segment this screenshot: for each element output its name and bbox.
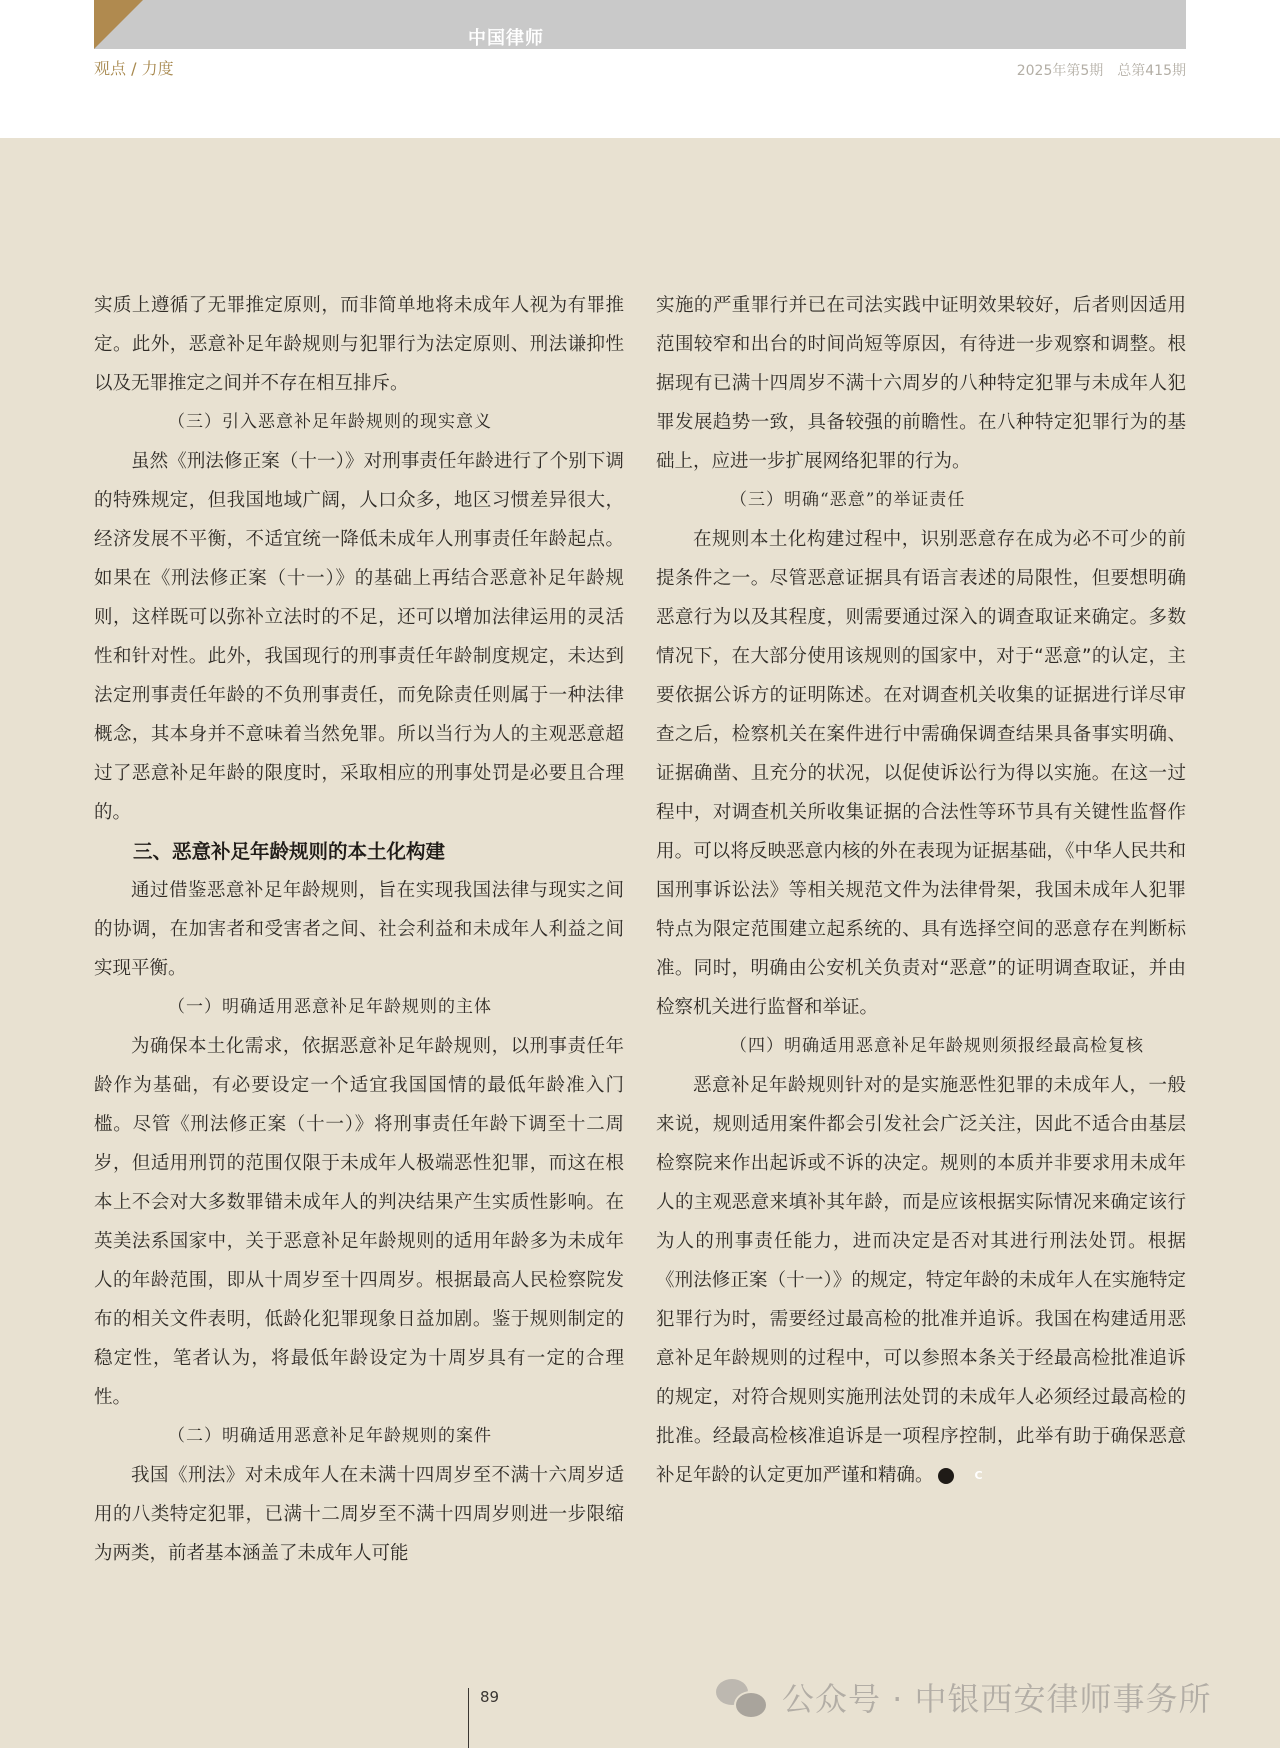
paragraph: 通过借鉴恶意补足年龄规则，旨在实现我国法律与现实之间的协调，在加害者和受害者之间、社会利益和未成年人利益之间实现平衡。 <box>94 880 624 979</box>
subheading: （三）引入恶意补足年龄规则的现实意义 <box>168 412 492 432</box>
footer-divider <box>468 1688 469 1748</box>
header-bar <box>94 0 1186 49</box>
section-label: 观点 / 力度 <box>94 59 174 78</box>
left-column <box>94 286 624 1573</box>
section-heading: 三、恶意补足年龄规则的本土化构建 <box>133 840 446 863</box>
paragraph: 为确保本土化需求，依据恶意补足年龄规则，以刑事责任年龄作为基础，有必要设定一个适宜我国国情的最低年龄准入门槛。尽管《刑法修正案（十一）》将刑事责任年龄下调至十二周岁，但适用刑罚的范围仅限于未成年人极端恶性犯罪，而这在根本上不会对大多数罪错未成年人的判决结果产生实质性影响。在英美法系国家中，关于恶意补足年龄规则的适用年龄多为未成年人的年龄范围，即从十周岁至十四周岁。根据最高人民检察院发布的相关文件表明，低龄化犯罪现象日益加剧。鉴于规则制定的稳定性，笔者认为，将最低年龄设定为十周岁具有一定的合理性。 <box>94 1036 624 1408</box>
paragraph-text: 恶意补足年龄规则针对的是实施恶性犯罪的未成年人，一般来说，规则适用案件都会引发社会广泛关注，因此不适合由基层检察院来作出起诉或不诉的决定。规则的本质并非要求用未成年人的主观恶意来填补其年龄，而是应该根据实际情况来确定该行为人的刑事责任能力，进而决定是否对其进行刑法处罚。根据《刑法修正案（十一）》的规定，特定年龄的未成年人在实施特定犯罪行为时，需要经过最高检的批准并追诉。我国在构建适用恶意补足年龄规则的过程中，可以参照本条关于经最高检批准追诉的规定，对符合规则实施刑法处罚的未成年人必须经过最高检的批准。经最高检核准追诉是一项程序控制，此举有助于确保恶意补足年龄的认定更加严谨和精确。 <box>656 1075 1186 1486</box>
paragraph: 在规则本土化构建过程中，识别恶意存在成为必不可少的前提条件之一。尽管恶意证据具有语言表述的局限性，但要想明确恶意行为以及其程度，则需要通过深入的调查取证来确定。多数情况下，在大部分使用该规则的国家中，对于“恶意”的认定，主要依据公诉方的证明陈述。在对调查机关收集的证据进行详尽审查之后，检察机关在案件进行中需确保调查结果具备事实明确、证据确凿、且充分的状况，以促使诉讼行为得以实施。在这一过程中，对调查机关所收集证据的合法性等环节具有关键性监督作用。可以将反映恶意内核的外在表现为证据基础，《中华人民共和国刑事诉讼法》等相关规范文件为法律骨架，我国未成年人犯罪特点为限定范围建立起系统的、具有选择空间的恶意存在判断标准。同时，明确由公安机关负责对“恶意”的证明调查取证，并由检察机关进行监督和举证。 <box>656 529 1186 1018</box>
article-end-icon: C <box>938 1468 954 1484</box>
paragraph: 虽然《刑法修正案（十一）》对刑事责任年龄进行了个别下调的特殊规定，但我国地域广阔，人口众多，地区习惯差异很大，经济发展不平衡，不适宜统一降低未成年人刑事责任年龄起点。如果在《刑法修正案（十一）》的基础上再结合恶意补足年龄规则，这样既可以弥补立法时的不足，还可以增加法律运用的灵活性和针对性。此外，我国现行的刑事责任年龄制度规定，未达到法定刑事责任年龄的不负刑事责任，而免除责任则属于一种法律概念，其本身并不意味着当然免罪。所以当行为人的主观恶意超过了恶意补足年龄的限度时，采取相应的刑事处罚是必要且合理的。 <box>94 451 624 823</box>
subheading: （三）明确“恶意”的举证责任 <box>730 490 966 510</box>
subheading: （四）明确适用恶意补足年龄规则须报经最高检复核 <box>730 1036 1144 1056</box>
magazine-logo: 中国律师 <box>468 28 544 49</box>
subheading: （二）明确适用恶意补足年龄规则的案件 <box>168 1426 492 1446</box>
watermark-text: 公众号 · 中银西安律师事务所 <box>782 1680 1212 1718</box>
paragraph: 实施的严重罪行并已在司法实践中证明效果较好，后者则因适用范围较窄和出台的时间尚短等原因，有待进一步观察和调整。根据现有已满十四周岁不满十六周岁的八种特定犯罪与未成年人犯罪发展趋势一致，具备较强的前瞻性。在八种特定犯罪行为的基础上，应进一步扩展网络犯罪的行为。 <box>656 295 1186 472</box>
paragraph: 实质上遵循了无罪推定原则，而非简单地将未成年人视为有罪推定。此外，恶意补足年龄规则与犯罪行为法定原则、刑法谦抑性以及无罪推定之间并不存在相互排斥。 <box>94 295 624 394</box>
subheading: （一）明确适用恶意补足年龄规则的主体 <box>168 997 492 1017</box>
right-column <box>656 286 1186 1495</box>
corner-accent <box>94 0 143 49</box>
wechat-icon <box>716 1677 768 1717</box>
paragraph-final <box>656 1066 1186 1495</box>
paragraph: 我国《刑法》对未成年人在未满十四周岁至不满十六周岁适用的八类特定犯罪，已满十二周岁至不满十四周岁则进一步限缩为两类，前者基本涵盖了未成年人可能 <box>94 1465 624 1564</box>
issue-info: 2025年第5期 总第415期 <box>1016 63 1186 79</box>
page-number: 89 <box>480 1688 500 1706</box>
watermark <box>716 1674 1212 1720</box>
